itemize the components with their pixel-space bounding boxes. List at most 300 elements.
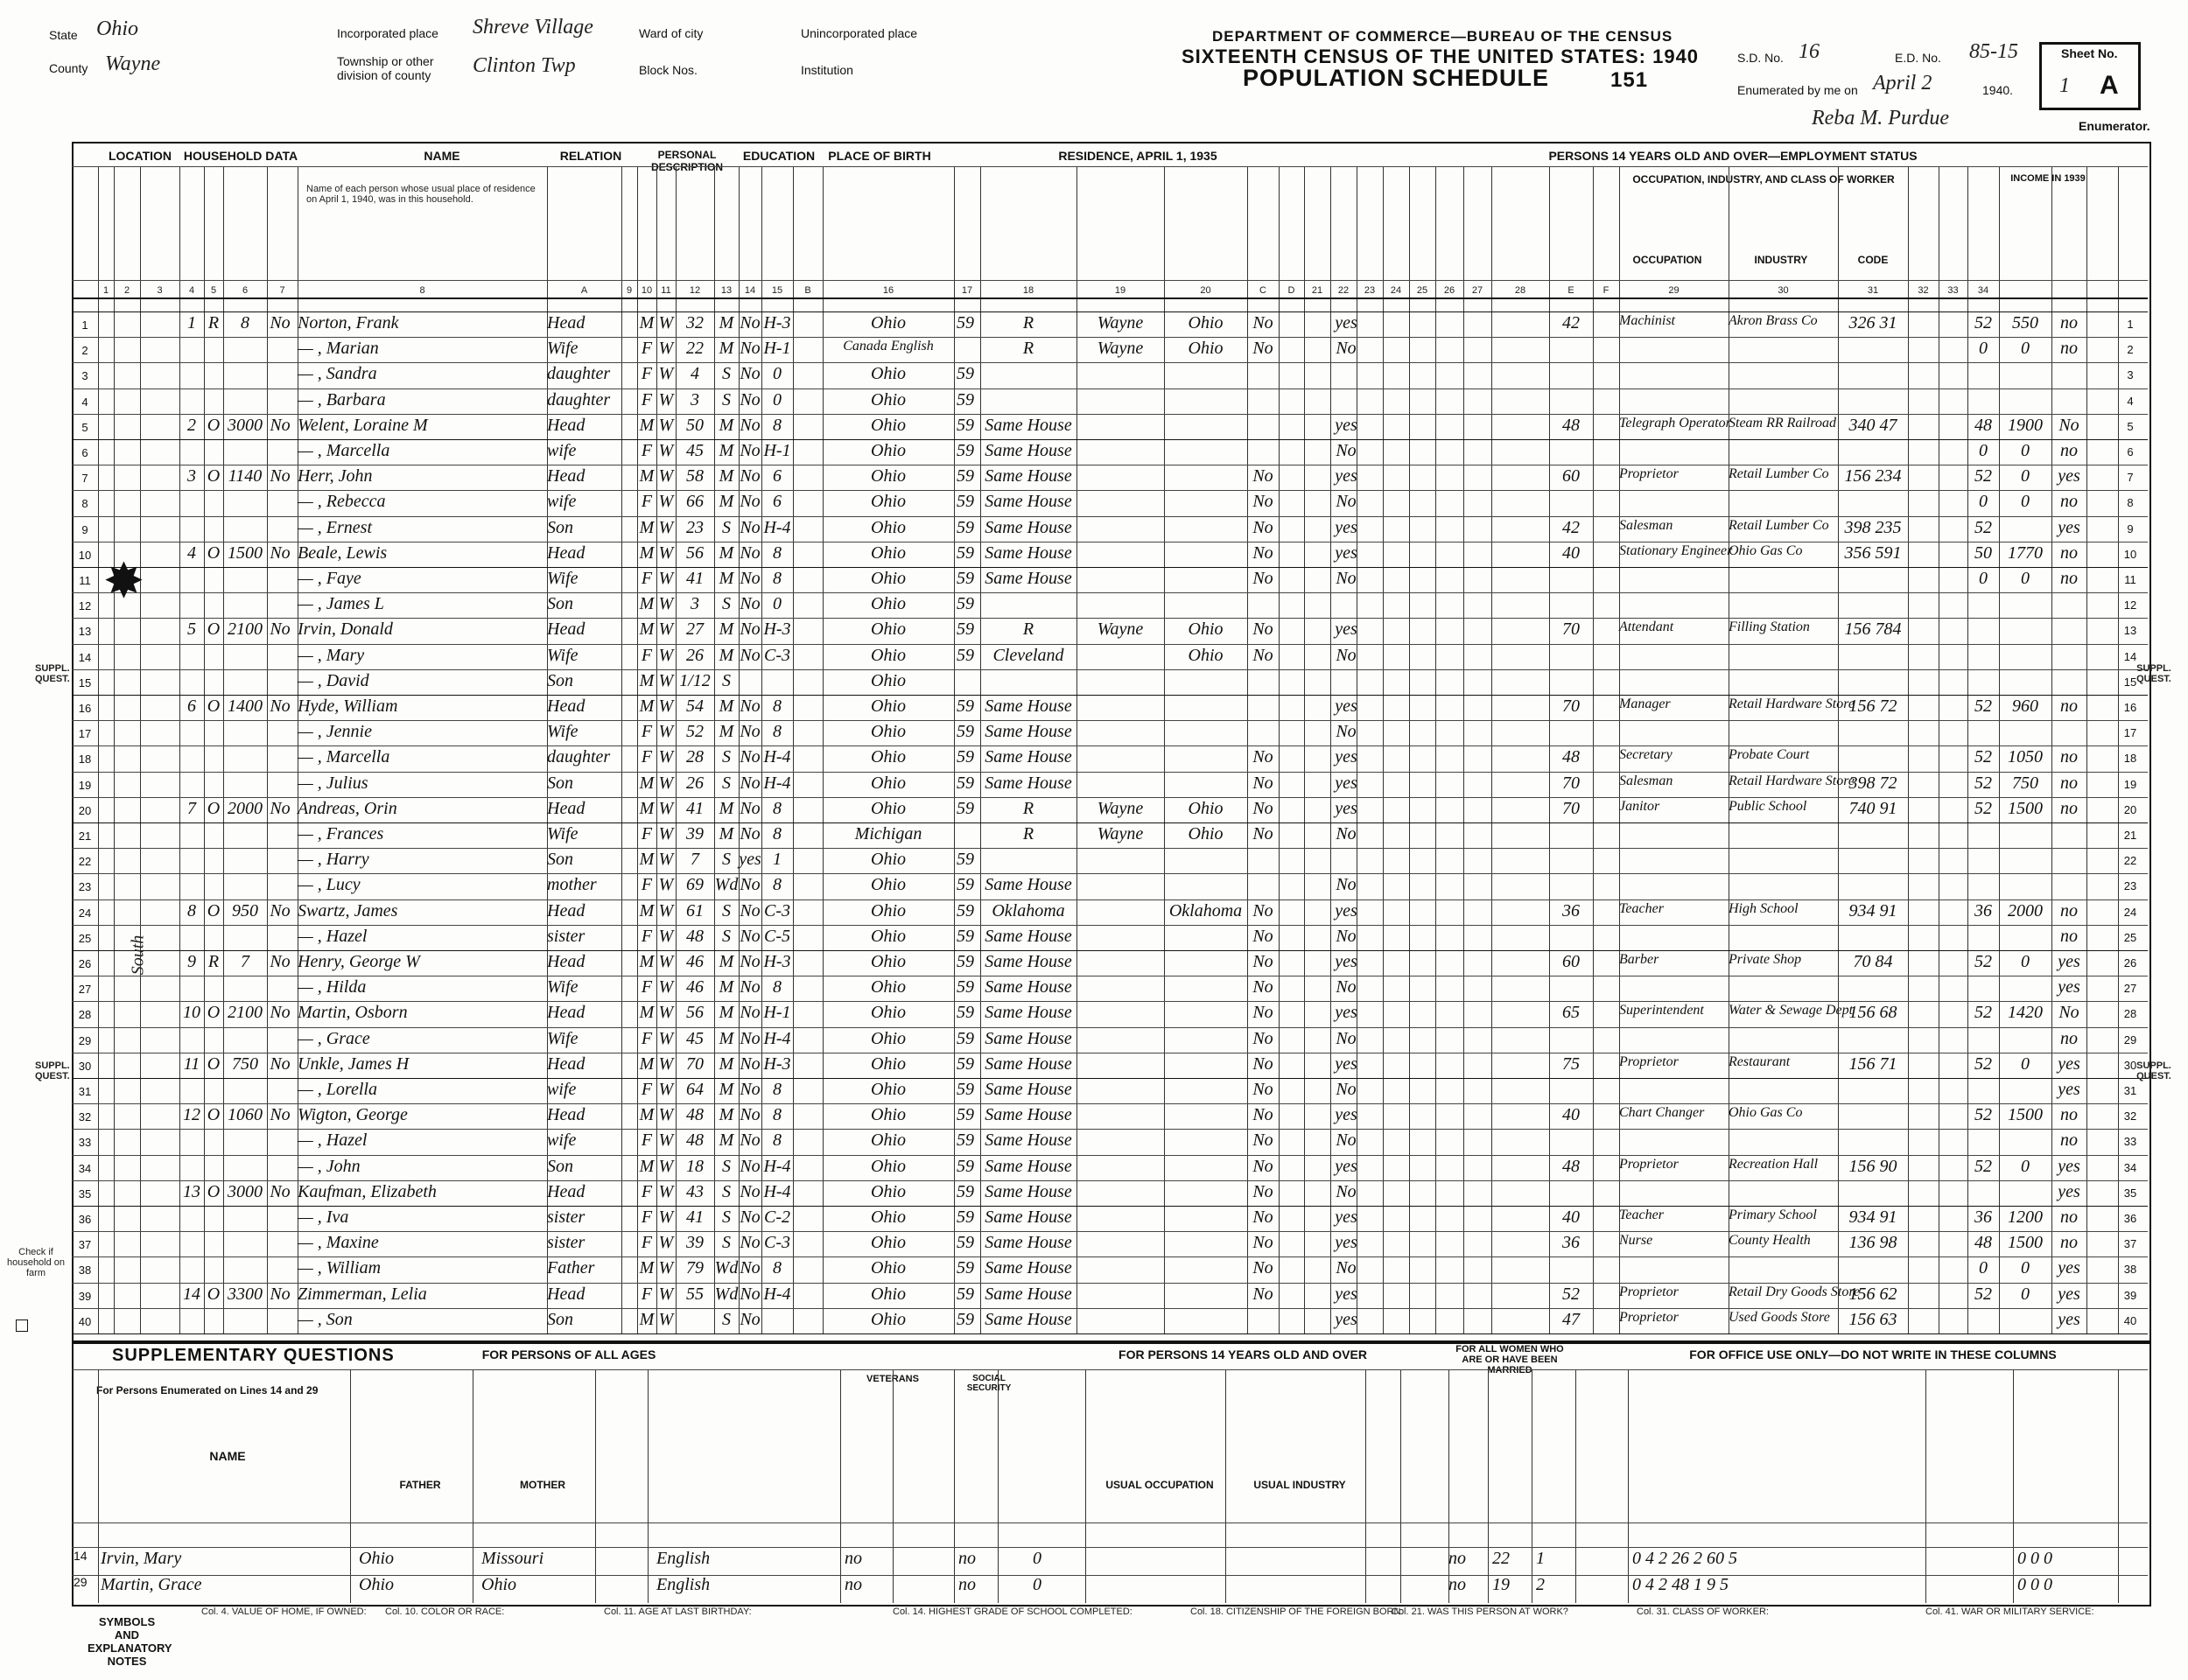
column-number: 16 bbox=[882, 285, 894, 296]
cell-value bbox=[223, 1130, 267, 1154]
cell-oth bbox=[2051, 850, 2086, 873]
line-number: 16 bbox=[78, 702, 92, 715]
cell-sex: F bbox=[641, 1130, 653, 1151]
cell-sch: No bbox=[740, 339, 761, 359]
grid-row-line bbox=[72, 1180, 2148, 1181]
supp-office: FOR OFFICE USE ONLY—DO NOT WRITE IN THESE COLUMNS bbox=[1689, 1348, 2057, 1362]
cell-age: 66 bbox=[686, 492, 704, 512]
supp-col-father: FATHER bbox=[399, 1479, 441, 1491]
line-number: 8 bbox=[81, 497, 88, 511]
cell-rel: Son bbox=[547, 1309, 573, 1329]
cell-work: yes bbox=[1335, 466, 1357, 486]
line-number-right: 6 bbox=[2127, 445, 2134, 458]
cell-farm35: No bbox=[1252, 977, 1273, 998]
cell-race: W bbox=[658, 1003, 674, 1023]
cell-sex: M bbox=[639, 798, 655, 818]
cell-birth: Ohio bbox=[871, 594, 906, 614]
column-number: 31 bbox=[1867, 285, 1879, 296]
cell-work: No bbox=[1336, 339, 1357, 359]
cell-hrs bbox=[1549, 722, 1593, 746]
cell-race: W bbox=[658, 492, 674, 512]
cell-name: Zimmerman, Lelia bbox=[298, 1284, 427, 1304]
cell-grade: H-4 bbox=[763, 1156, 791, 1176]
county-label: County bbox=[49, 61, 88, 75]
cell-birth: Ohio bbox=[871, 696, 906, 716]
supp-column-line bbox=[954, 1369, 955, 1603]
cell-county bbox=[1076, 747, 1164, 771]
cell-wks: 52 bbox=[1974, 1105, 1992, 1125]
cell-occ: Proprietor bbox=[1619, 466, 1679, 482]
cell-hrs: 70 bbox=[1562, 798, 1580, 818]
cell-name: — , James L bbox=[298, 594, 384, 614]
cell-grade: H-3 bbox=[763, 313, 791, 332]
cell-sch: No bbox=[740, 952, 761, 971]
line-number-right: 37 bbox=[2123, 1237, 2137, 1251]
cell-occ bbox=[1619, 1130, 1729, 1154]
cell-house: 8 bbox=[187, 900, 196, 920]
cell-house: 5 bbox=[187, 620, 196, 640]
supp-col-name: NAME bbox=[209, 1449, 246, 1463]
cell-farm: No bbox=[270, 696, 291, 716]
cell-res bbox=[980, 594, 1076, 618]
cell-occ: Proprietor bbox=[1619, 1284, 1679, 1299]
cell-oth: no bbox=[2060, 1028, 2078, 1048]
cell-sex: F bbox=[641, 389, 653, 410]
cell-wage bbox=[1999, 594, 2051, 618]
cell-ind: Ohio Gas Co bbox=[1729, 1105, 1803, 1121]
cell-code bbox=[1838, 569, 1908, 592]
column-number: 33 bbox=[1947, 285, 1959, 296]
grid-column-line bbox=[2118, 166, 2119, 1334]
cell-hrs bbox=[1549, 1130, 1593, 1154]
cell-grade: H-4 bbox=[763, 1181, 791, 1201]
line-number-right: 28 bbox=[2123, 1007, 2137, 1021]
grid-row-line bbox=[72, 873, 2148, 874]
supp-all-ages: FOR PERSONS OF ALL AGES bbox=[481, 1348, 656, 1362]
cell-grade: 8 bbox=[773, 1130, 782, 1151]
cell-own bbox=[204, 1208, 223, 1231]
cell-hrs: 47 bbox=[1562, 1309, 1580, 1329]
cell-farm35: No bbox=[1252, 1105, 1273, 1125]
cell-mar: S bbox=[722, 1309, 731, 1329]
cell-age: 28 bbox=[686, 747, 704, 767]
cell-work bbox=[1330, 390, 1362, 414]
cell-rel: wife bbox=[547, 1130, 577, 1151]
line-number-right: 35 bbox=[2123, 1186, 2137, 1200]
cell-house bbox=[179, 1080, 204, 1103]
cell-res: Same House bbox=[985, 1054, 1072, 1074]
cell-occ: Stationary Engineer bbox=[1619, 542, 1733, 558]
cell-name: Herr, John bbox=[298, 466, 373, 486]
cell-value bbox=[223, 1233, 267, 1256]
cell-grade bbox=[761, 671, 793, 695]
line-number-right: 34 bbox=[2123, 1160, 2137, 1174]
cell-wage bbox=[1999, 364, 2051, 388]
supp-column-line bbox=[1488, 1369, 1489, 1603]
grid-row-line bbox=[72, 414, 2148, 415]
cell-birth: Ohio bbox=[871, 875, 906, 895]
cell-value bbox=[223, 824, 267, 848]
line-number-right: 29 bbox=[2123, 1032, 2137, 1046]
cell-res: Same House bbox=[985, 1028, 1072, 1048]
cell-race: W bbox=[658, 875, 674, 895]
cell-bc: 59 bbox=[957, 466, 974, 486]
supp-column-line bbox=[1925, 1369, 1926, 1603]
cell-own bbox=[204, 747, 223, 771]
cell-farm bbox=[267, 875, 293, 899]
cell-farm bbox=[267, 1258, 293, 1282]
cell-wage bbox=[1999, 927, 2051, 950]
cell-birth: Ohio bbox=[871, 542, 906, 563]
column-number: 25 bbox=[1416, 285, 1428, 296]
cell-occ bbox=[1619, 594, 1729, 618]
cell-state bbox=[1164, 1130, 1247, 1154]
cell-house bbox=[179, 1029, 204, 1053]
cell-sch bbox=[739, 671, 761, 695]
column-number: E bbox=[1567, 285, 1574, 296]
supp-column-line bbox=[1400, 1369, 1401, 1603]
cell-rel: Head bbox=[547, 1181, 586, 1201]
cell-mar: S bbox=[722, 1181, 731, 1201]
line-number-right: 13 bbox=[2123, 624, 2137, 638]
side-note: South bbox=[128, 934, 148, 976]
cell-wage: 0 bbox=[2021, 492, 2030, 512]
cell-sex: F bbox=[641, 441, 653, 460]
cell-oth bbox=[2051, 824, 2086, 848]
cell-sch: No bbox=[740, 1028, 761, 1048]
cell-work: yes bbox=[1335, 1284, 1357, 1304]
cell-work: yes bbox=[1335, 517, 1357, 537]
schedule-number: 151 bbox=[1610, 68, 1649, 92]
cell-sex: F bbox=[641, 824, 653, 844]
cell-value bbox=[223, 518, 267, 542]
cell-age: 46 bbox=[686, 952, 704, 971]
cell-race: W bbox=[658, 952, 674, 971]
cell-grade: 8 bbox=[773, 798, 782, 818]
cell-res: Same House bbox=[985, 722, 1072, 742]
cell-age: 70 bbox=[686, 1054, 704, 1074]
grid-row-line bbox=[72, 644, 2148, 645]
cell-ind bbox=[1729, 492, 1838, 515]
grid-column-line bbox=[98, 166, 99, 1334]
cell-house bbox=[179, 364, 204, 388]
col-industry: INDUSTRY bbox=[1754, 254, 1808, 266]
cell-res: Same House bbox=[985, 747, 1072, 767]
cell-county bbox=[1076, 1054, 1164, 1078]
cell-occ bbox=[1619, 977, 1729, 1001]
cell-sch: No bbox=[740, 696, 761, 716]
line-number-right: 27 bbox=[2123, 982, 2137, 996]
line-number: 28 bbox=[78, 1008, 92, 1022]
cell-grade: 8 bbox=[773, 569, 782, 588]
cell-work: yes bbox=[1335, 620, 1357, 640]
cell-occ: Salesman bbox=[1619, 517, 1673, 533]
cell-work: No bbox=[1336, 645, 1357, 665]
cell-birth: Ohio bbox=[871, 441, 906, 460]
supp-cell-father: Ohio bbox=[359, 1549, 394, 1568]
grid-row-line bbox=[72, 1231, 2148, 1232]
cell-state bbox=[1164, 1310, 1247, 1334]
cell-occ: Proprietor bbox=[1619, 1054, 1679, 1069]
cell-bc: 59 bbox=[957, 569, 974, 588]
cell-work: No bbox=[1336, 1028, 1357, 1048]
cell-rel: wife bbox=[547, 441, 577, 460]
cell-sch: No bbox=[740, 977, 761, 998]
cell-ind: Primary School bbox=[1729, 1208, 1817, 1222]
farm-checkbox[interactable] bbox=[16, 1320, 28, 1332]
cell-race: W bbox=[658, 824, 674, 844]
cell-county bbox=[1076, 518, 1164, 542]
cell-birth: Ohio bbox=[871, 798, 906, 818]
cell-farm: No bbox=[270, 900, 291, 920]
line-number: 11 bbox=[79, 574, 91, 587]
cell-work: No bbox=[1336, 492, 1357, 512]
cell-name: Irvin, Donald bbox=[298, 620, 393, 640]
cell-work: yes bbox=[1335, 952, 1357, 971]
cell-birth: Ohio bbox=[871, 620, 906, 640]
cell-wage: 0 bbox=[2021, 1258, 2030, 1278]
cell-farm35: No bbox=[1252, 1054, 1273, 1074]
cell-county bbox=[1076, 466, 1164, 490]
cell-code bbox=[1838, 977, 1908, 1001]
line-number: 5 bbox=[81, 420, 88, 434]
cell-rel: sister bbox=[547, 1233, 586, 1253]
cell-farm35: No bbox=[1252, 1028, 1273, 1048]
supp-cell-line: 29 bbox=[74, 1575, 88, 1589]
cell-sex: M bbox=[639, 1054, 655, 1074]
cell-house bbox=[179, 875, 204, 899]
cell-value bbox=[223, 646, 267, 669]
cell-name: — , Lucy bbox=[298, 875, 361, 895]
cell-sex: F bbox=[641, 645, 653, 665]
cell-wks bbox=[1967, 1310, 1999, 1334]
grid-column-line bbox=[140, 166, 141, 1334]
cell-work: No bbox=[1336, 1130, 1357, 1151]
cell-value bbox=[223, 774, 267, 797]
cell-wage bbox=[1999, 518, 2051, 542]
cell-state bbox=[1164, 1157, 1247, 1180]
cell-wks: 52 bbox=[1974, 466, 1992, 486]
cell-farm35: No bbox=[1252, 1233, 1273, 1253]
cell-sch: No bbox=[740, 1054, 761, 1074]
cell-farm: No bbox=[270, 620, 291, 640]
cell-state bbox=[1164, 1054, 1247, 1078]
cell-mar: S bbox=[722, 773, 731, 793]
cell-sch: No bbox=[740, 1003, 761, 1023]
cell-oth bbox=[2051, 390, 2086, 414]
cell-value: 950 bbox=[232, 900, 258, 920]
supp-cell-line: 14 bbox=[74, 1549, 88, 1563]
cell-farm35: No bbox=[1252, 824, 1273, 844]
cell-own bbox=[204, 927, 223, 950]
cell-mar: M bbox=[719, 1105, 734, 1125]
line-number: 19 bbox=[78, 778, 92, 792]
grid-column-line bbox=[1491, 166, 1492, 1334]
cell-county bbox=[1076, 977, 1164, 1001]
cell-state bbox=[1164, 466, 1247, 490]
cell-hrs: 48 bbox=[1562, 415, 1580, 435]
line-number-right: 4 bbox=[2127, 394, 2134, 408]
cell-age: 79 bbox=[686, 1258, 704, 1278]
cell-oth: no bbox=[2060, 900, 2078, 920]
cell-rel: daughter bbox=[547, 364, 611, 384]
cell-own: O bbox=[207, 542, 221, 563]
cell-oth: yes bbox=[2058, 1309, 2080, 1329]
cell-farm bbox=[267, 1080, 293, 1103]
cell-sch: No bbox=[740, 1309, 761, 1329]
cell-oth: yes bbox=[2058, 952, 2080, 971]
supp-column-line bbox=[595, 1369, 596, 1603]
cell-occ: Teacher bbox=[1619, 1208, 1664, 1222]
cell-house bbox=[179, 1258, 204, 1282]
grid-row-line bbox=[72, 1308, 2148, 1309]
cell-wage bbox=[1999, 671, 2051, 695]
cell-hrs bbox=[1549, 927, 1593, 950]
cell-farm35: No bbox=[1252, 1258, 1273, 1278]
cell-oth: no bbox=[2060, 1130, 2078, 1151]
cell-bc: 59 bbox=[957, 517, 974, 537]
cell-mar: Wd bbox=[714, 1258, 739, 1278]
cell-code: 156 72 bbox=[1848, 696, 1897, 716]
suppl-quest-note-14: SUPPL. QUEST. bbox=[35, 663, 70, 684]
county-value: Wayne bbox=[105, 52, 161, 75]
cell-age: 41 bbox=[686, 1208, 704, 1227]
grid-column-line bbox=[1304, 166, 1305, 1334]
cell-grade: 8 bbox=[773, 415, 782, 435]
cell-ind bbox=[1729, 1258, 1838, 1282]
cell-wage bbox=[1999, 722, 2051, 746]
cell-sex: M bbox=[639, 542, 655, 563]
cell-state bbox=[1164, 492, 1247, 515]
cell-county bbox=[1076, 1208, 1164, 1231]
cell-wks: 50 bbox=[1974, 542, 1992, 563]
line-number: 26 bbox=[78, 957, 92, 970]
cell-farm: No bbox=[270, 1003, 291, 1023]
cell-farm bbox=[267, 518, 293, 542]
cell-birth: Ohio bbox=[871, 1156, 906, 1176]
line-number-right: 12 bbox=[2123, 598, 2137, 612]
cell-occ bbox=[1619, 927, 1729, 950]
cell-ind bbox=[1729, 824, 1838, 848]
line-number: 23 bbox=[78, 880, 92, 894]
cell-wage: 0 bbox=[2021, 1284, 2030, 1304]
cell-age: 1/12 bbox=[679, 670, 711, 690]
grid-row-line bbox=[72, 465, 2148, 466]
cell-wage: 0 bbox=[2021, 466, 2030, 486]
cell-age: 18 bbox=[686, 1156, 704, 1176]
cell-rel: Wife bbox=[547, 824, 579, 844]
cell-oth: no bbox=[2060, 1233, 2078, 1253]
cell-farm: No bbox=[270, 1105, 291, 1125]
cell-res: Same House bbox=[985, 1258, 1072, 1278]
grid-column-line bbox=[2086, 166, 2087, 1334]
cell-bc: 59 bbox=[957, 900, 974, 920]
cell-bc: 59 bbox=[957, 773, 974, 793]
institution-label: Institution bbox=[801, 63, 853, 77]
cell-occ: Telegraph Operator bbox=[1619, 415, 1731, 430]
supp-cell-vet: no bbox=[845, 1575, 862, 1594]
cell-age bbox=[676, 1310, 714, 1334]
footer-symbols: SYMBOLS AND EXPLANATORY NOTES bbox=[88, 1615, 172, 1668]
cell-ind: Probate Court bbox=[1729, 747, 1810, 763]
column-number: 18 bbox=[1022, 285, 1034, 296]
cell-sex: F bbox=[641, 977, 653, 998]
cell-own bbox=[204, 824, 223, 848]
cell-age: 56 bbox=[686, 1003, 704, 1023]
cell-grade: 6 bbox=[773, 492, 782, 512]
grid-column-line bbox=[1593, 166, 1594, 1334]
cell-res: Same House bbox=[985, 1233, 1072, 1253]
cell-sch: No bbox=[740, 798, 761, 818]
supp-cell-ss: no bbox=[958, 1549, 976, 1568]
cell-grade: C-2 bbox=[764, 1208, 790, 1227]
cell-age: 54 bbox=[686, 696, 704, 716]
cell-wage bbox=[1999, 850, 2051, 873]
grid-row-line bbox=[72, 797, 2148, 798]
state-value: Ohio bbox=[96, 18, 138, 40]
cell-rel: Head bbox=[547, 313, 586, 332]
cell-wage bbox=[1999, 977, 2051, 1001]
grid-row-line bbox=[72, 567, 2148, 568]
line-number-right: 2 bbox=[2127, 343, 2134, 357]
grid-row-line bbox=[72, 1027, 2148, 1028]
cell-farm: No bbox=[270, 466, 291, 486]
cell-wks bbox=[1967, 875, 1999, 899]
section-name: NAME bbox=[424, 149, 460, 163]
cell-sch: No bbox=[740, 1080, 761, 1099]
cell-sch: No bbox=[740, 542, 761, 563]
cell-county: Wayne bbox=[1097, 620, 1144, 640]
cell-farm35: No bbox=[1252, 1080, 1273, 1099]
column-number: 12 bbox=[689, 285, 701, 296]
cell-state: Ohio bbox=[1188, 824, 1224, 844]
supp-women: FOR ALL WOMEN WHO ARE OR HAVE BEEN MARRIED bbox=[1455, 1344, 1564, 1376]
supp-column-line bbox=[893, 1369, 894, 1603]
cell-bc: 59 bbox=[957, 415, 974, 435]
cell-grade: 0 bbox=[773, 364, 782, 384]
cell-occ bbox=[1619, 875, 1729, 899]
column-number: 10 bbox=[641, 285, 653, 296]
cell-mar: M bbox=[719, 466, 734, 486]
cell-birth: Ohio bbox=[871, 1258, 906, 1278]
cell-code: 934 91 bbox=[1848, 900, 1897, 920]
cell-state bbox=[1164, 441, 1247, 465]
cell-work: No bbox=[1336, 569, 1357, 588]
grid-row-line bbox=[72, 592, 2148, 593]
grid-row-line bbox=[72, 1206, 2148, 1207]
section-income: INCOME IN 1939 bbox=[2010, 173, 2086, 184]
grid-row-line bbox=[72, 362, 2148, 363]
cell-race: W bbox=[658, 1258, 674, 1278]
cell-rel: Head bbox=[547, 798, 586, 818]
cell-bc: 59 bbox=[957, 850, 974, 870]
cell-state: Oklahoma bbox=[1168, 900, 1243, 920]
line-number: 2 bbox=[81, 344, 88, 358]
cell-farm bbox=[267, 364, 293, 388]
cell-work: No bbox=[1336, 722, 1357, 742]
cell-sch: No bbox=[740, 1130, 761, 1151]
cell-wage bbox=[1999, 1310, 2051, 1334]
cell-sch: No bbox=[740, 1258, 761, 1278]
line-number: 7 bbox=[81, 472, 88, 486]
supp-cell-name: Martin, Grace bbox=[101, 1575, 202, 1594]
cell-farm bbox=[267, 339, 293, 362]
cell-birth: Ohio bbox=[871, 1003, 906, 1023]
sheet-number: 1 bbox=[2059, 74, 2070, 97]
cell-house bbox=[179, 850, 204, 873]
cell-mar: M bbox=[719, 1054, 734, 1074]
grid-row-line bbox=[72, 337, 2148, 338]
